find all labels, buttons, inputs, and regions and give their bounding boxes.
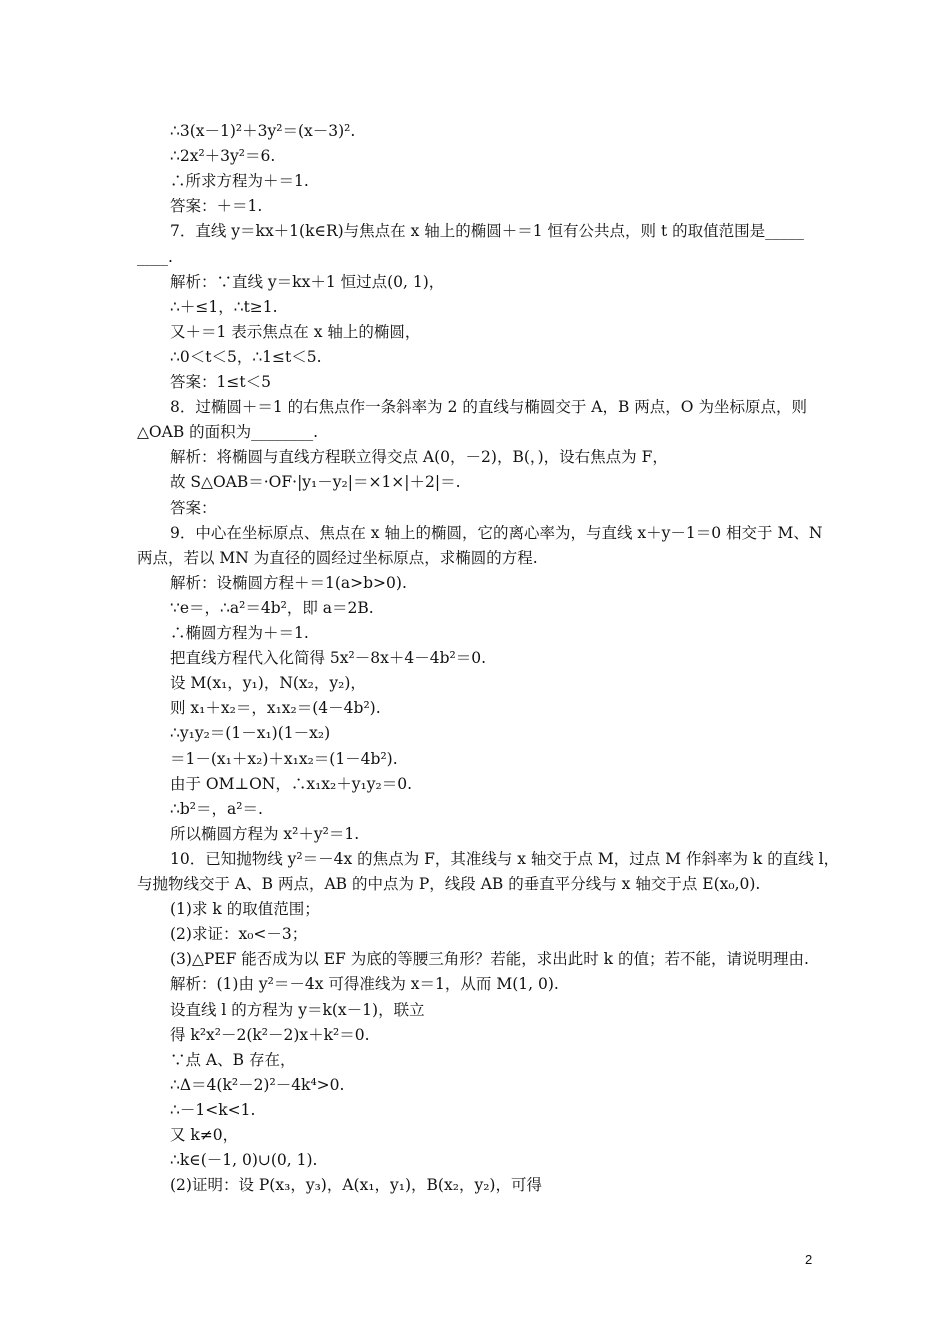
text-line: 解析：将椭圆与直线方程联立得交点 A(0，－2)，B(，)，设右焦点为 F， [170, 448, 668, 467]
text-line: (1)求 k 的取值范围； [170, 900, 320, 919]
text-line: 7．直线 y＝kx＋1(k∈R)与焦点在 x 轴上的椭圆＋＝1 恒有公共点，则 t 的取值范围是_____ [170, 222, 804, 241]
text-line: ____. [137, 247, 173, 266]
text-line: 把直线方程代入化简得 5x²－8x＋4－4b²＝0. [170, 649, 486, 668]
text-line: ∵e＝，∴a²＝4b²，即 a＝2B. [170, 598, 374, 617]
text-line: 设直线 l 的方程为 y＝k(x－1)，联立 [170, 1000, 425, 1019]
text-line: ∴Δ＝4(k²－2)²－4k⁴>0. [170, 1075, 345, 1094]
text-line: ∵点 A、B 存在， [170, 1050, 296, 1069]
text-line: 设 M(x₁，y₁)，N(x₂，y₂)， [170, 674, 366, 693]
text-line: ＝1－(x₁＋x₂)＋x₁x₂＝(1－4b²). [170, 749, 398, 768]
text-line: 又＋＝1 表示焦点在 x 轴上的椭圆， [170, 322, 421, 341]
text-line: (2)求证：x₀<－3； [170, 925, 308, 944]
text-line: (2)证明：设 P(x₃，y₃)，A(x₁，y₁)，B(x₂，y₂)，可得 [170, 1176, 542, 1195]
text-line: ∴b²＝，a²＝. [170, 799, 263, 818]
text-line: 所以椭圆方程为 x²＋y²＝1. [170, 824, 360, 843]
text-line: 答案： [170, 498, 217, 517]
text-line: 与抛物线交于 A、B 两点，AB 的中点为 P，线段 AB 的垂直平分线与 x 轴交于点 E(x₀,0). [137, 875, 761, 893]
text-line: ∴0＜t＜5，∴1≤t＜5. [170, 347, 322, 366]
text-line: ∴－1<k<1. [170, 1100, 256, 1119]
text-line: 解析：(1)由 y²＝－4x 可得准线为 x＝1，从而 M(1, 0). [170, 975, 559, 994]
text-line: ∴2x²＋3y²＝6. [170, 147, 276, 166]
text-line: ∴所求方程为＋＝1. [170, 172, 309, 191]
text-line: 答案：1≤t＜5 [170, 373, 271, 391]
text-line: ∴3(x－1)²＋3y²＝(x－3)². [170, 122, 356, 140]
text-line: 由于 OM⊥ON，∴x₁x₂＋y₁y₂＝0. [170, 774, 412, 793]
text-line: 解析：设椭圆方程＋＝1(a>b>0). [170, 573, 407, 592]
text-line: 10．已知抛物线 y²＝－4x 的焦点为 F，其准线与 x 轴交于点 M，过点 M 作斜率为 k 的直线 l， [170, 849, 840, 868]
text-line: 9．中心在坐标原点、焦点在 x 轴上的椭圆，它的离心率为，与直线 x＋y－1＝0 相交于 M、N [170, 523, 823, 542]
text-line: 则 x₁＋x₂＝，x₁x₂＝(4－4b²). [170, 699, 381, 718]
text-line: 两点，若以 MN 为直径的圆经过坐标原点，求椭圆的方程. [137, 548, 538, 567]
text-line: ∴椭圆方程为＋＝1. [170, 624, 309, 642]
text-line: 8．过椭圆＋＝1 的右焦点作一条斜率为 2 的直线与椭圆交于 A，B 两点，O 为坐标原点，则 [170, 398, 807, 417]
text-line: ∴＋≤1，∴t≥1. [170, 297, 278, 316]
text-line: 解析：∵直线 y＝kx＋1 恒过点(0, 1)， [170, 272, 445, 291]
text-line: 答案：＋＝1. [170, 197, 263, 216]
text-line: 故 S△OAB＝·OF·|y₁－y₂|＝×1×|＋2|＝. [170, 473, 461, 492]
text-line: △OAB 的面积为________. [137, 423, 319, 442]
text-line: 又 k≠0， [170, 1126, 239, 1144]
page-number: 2 [805, 1252, 813, 1267]
text-line: 得 k²x²－2(k²－2)x＋k²＝0. [170, 1025, 370, 1044]
text-line: ∴y₁y₂＝(1－x₁)(1－x₂) [170, 724, 331, 743]
text-line: (3)△PEF 能否成为以 EF 为底的等腰三角形？若能，求出此时 k 的值；若不能，请说明理由. [170, 950, 809, 969]
text-line: ∴k∈(－1, 0)∪(0, 1). [170, 1151, 318, 1170]
